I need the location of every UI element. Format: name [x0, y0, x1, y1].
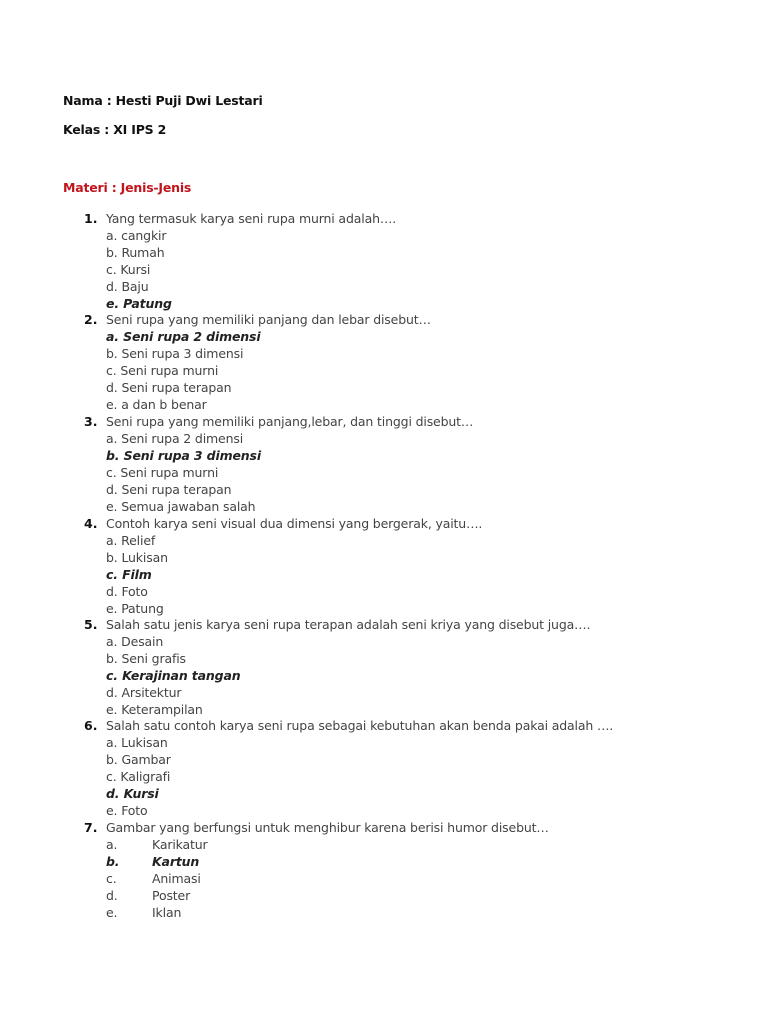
student-class-text: Kelas : XI IPS 2 — [63, 122, 167, 137]
option-text: Seni rupa terapan — [121, 481, 232, 497]
option-text: Kursi — [120, 261, 151, 277]
option-text: Gambar — [121, 751, 171, 767]
answer-option — [106, 482, 231, 497]
answer-option — [106, 871, 201, 886]
option-text: Seni rupa 2 dimensi — [123, 328, 261, 344]
option-text: Kursi — [123, 785, 159, 801]
answer-option — [106, 346, 243, 361]
option-letter: d. — [106, 481, 118, 497]
option-text: Kartun — [152, 853, 200, 869]
answer-option — [106, 584, 148, 599]
option-letter: b. — [106, 751, 118, 767]
question-text: Salah satu jenis karya seni rupa terapan adalah seni kriya yang disebut juga…. — [106, 617, 591, 632]
question-number: 5. — [84, 617, 98, 632]
answer-option-correct — [106, 668, 241, 683]
answer-option — [106, 533, 155, 548]
answer-option — [106, 685, 181, 700]
option-text: Foto — [121, 583, 148, 599]
option-text: Seni rupa 3 dimensi — [123, 447, 261, 463]
answer-option — [106, 769, 170, 784]
answer-option — [106, 499, 255, 514]
answer-option — [106, 702, 203, 717]
answer-option-correct — [106, 296, 172, 311]
option-letter: a. — [106, 430, 118, 446]
question-text: Gambar yang berfungsi untuk menghibur karena berisi humor disebut… — [106, 820, 549, 835]
option-text: Seni rupa murni — [120, 362, 219, 378]
option-letter: a. — [106, 532, 118, 548]
option-letter: b. — [106, 447, 120, 463]
option-text: Lukisan — [121, 549, 168, 565]
option-letter: d. — [106, 684, 118, 700]
option-letter: e. — [106, 802, 118, 818]
question-number: 2. — [84, 312, 98, 327]
answer-option — [106, 228, 166, 243]
option-text: Karikatur — [152, 836, 208, 852]
answer-option — [106, 431, 243, 446]
option-text: Rumah — [121, 244, 165, 260]
option-letter: b. — [106, 853, 120, 869]
option-letter: b. — [106, 345, 118, 361]
question-number: 1. — [84, 211, 98, 226]
option-text: a dan b benar — [121, 396, 207, 412]
option-text: Kaligrafi — [120, 768, 171, 784]
option-text: Relief — [121, 532, 156, 548]
option-letter: c. — [106, 566, 118, 582]
question-number: 4. — [84, 516, 98, 531]
answer-option — [106, 380, 231, 395]
option-letter: a. — [106, 633, 118, 649]
answer-option-correct — [106, 448, 261, 463]
option-letter: c. — [106, 464, 117, 480]
answer-option — [106, 803, 148, 818]
option-letter: b. — [106, 650, 118, 666]
option-letter: e. — [106, 396, 118, 412]
option-text: Film — [122, 566, 152, 582]
question-text: Salah satu contoh karya seni rupa sebagai kebutuhan akan benda pakai adalah …. — [106, 718, 614, 733]
answer-option — [106, 837, 208, 852]
answer-option-correct — [106, 567, 152, 582]
option-text: Desain — [121, 633, 164, 649]
option-text: Animasi — [152, 870, 201, 886]
option-text: Patung — [123, 295, 172, 311]
subject-heading-text: Materi : Jenis-Jenis — [63, 180, 192, 195]
answer-option — [106, 363, 218, 378]
answer-option — [106, 262, 150, 277]
answer-option — [106, 397, 207, 412]
option-letter: e. — [106, 498, 118, 514]
option-letter: c. — [106, 768, 117, 784]
student-class — [63, 122, 166, 137]
answer-option-correct — [106, 329, 260, 344]
answer-option — [106, 752, 171, 767]
answer-option-correct — [106, 786, 159, 801]
option-letter: c. — [106, 261, 117, 277]
option-text: Baju — [121, 278, 149, 294]
option-text: cangkir — [121, 227, 167, 243]
option-letter: b. — [106, 549, 118, 565]
option-text: Keterampilan — [121, 701, 203, 717]
option-letter: c. — [106, 362, 117, 378]
option-letter: d. — [106, 887, 118, 903]
option-text: Kerajinan tangan — [122, 667, 241, 683]
option-letter: c. — [106, 870, 117, 886]
option-text: Seni rupa murni — [120, 464, 219, 480]
option-text: Lukisan — [121, 734, 168, 750]
option-letter: c. — [106, 667, 118, 683]
answer-option — [106, 634, 163, 649]
student-name-text: Nama : Hesti Puji Dwi Lestari — [63, 93, 263, 108]
question-text: Seni rupa yang memiliki panjang dan lebar disebut… — [106, 312, 431, 327]
answer-option — [106, 601, 164, 616]
option-letter: d. — [106, 379, 118, 395]
option-letter: e. — [106, 600, 118, 616]
option-letter: a. — [106, 836, 118, 852]
question-text: Seni rupa yang memiliki panjang,lebar, dan tinggi disebut… — [106, 414, 474, 429]
option-text: Patung — [121, 600, 164, 616]
answer-option — [106, 245, 165, 260]
option-text: Seni rupa 3 dimensi — [121, 345, 244, 361]
answer-option — [106, 465, 218, 480]
option-letter: a. — [106, 328, 119, 344]
answer-option — [106, 279, 148, 294]
option-letter: e. — [106, 904, 118, 920]
option-letter: a. — [106, 227, 118, 243]
option-text: Seni rupa terapan — [121, 379, 232, 395]
answer-option — [106, 651, 186, 666]
question-number: 3. — [84, 414, 98, 429]
option-text: Foto — [121, 802, 148, 818]
option-letter: d. — [106, 583, 118, 599]
option-text: Arsitektur — [121, 684, 182, 700]
option-letter: e. — [106, 701, 118, 717]
option-text: Iklan — [152, 904, 182, 920]
option-text: Poster — [152, 887, 191, 903]
question-number: 6. — [84, 718, 98, 733]
answer-option — [106, 888, 190, 903]
answer-option — [106, 550, 168, 565]
option-text: Seni grafis — [121, 650, 186, 666]
option-letter: b. — [106, 244, 118, 260]
subject-heading — [63, 180, 191, 195]
question-text: Yang termasuk karya seni rupa murni adalah…. — [106, 211, 397, 226]
option-letter: e. — [106, 295, 119, 311]
option-text: Semua jawaban salah — [121, 498, 256, 514]
answer-option — [106, 905, 181, 920]
student-name — [63, 93, 263, 108]
option-letter: d. — [106, 785, 120, 801]
answer-option-correct — [106, 854, 199, 869]
question-text: Contoh karya seni visual dua dimensi yang bergerak, yaitu…. — [106, 516, 483, 531]
option-letter: a. — [106, 734, 118, 750]
option-text: Seni rupa 2 dimensi — [121, 430, 244, 446]
answer-option — [106, 735, 168, 750]
option-letter: d. — [106, 278, 118, 294]
question-number: 7. — [84, 820, 98, 835]
